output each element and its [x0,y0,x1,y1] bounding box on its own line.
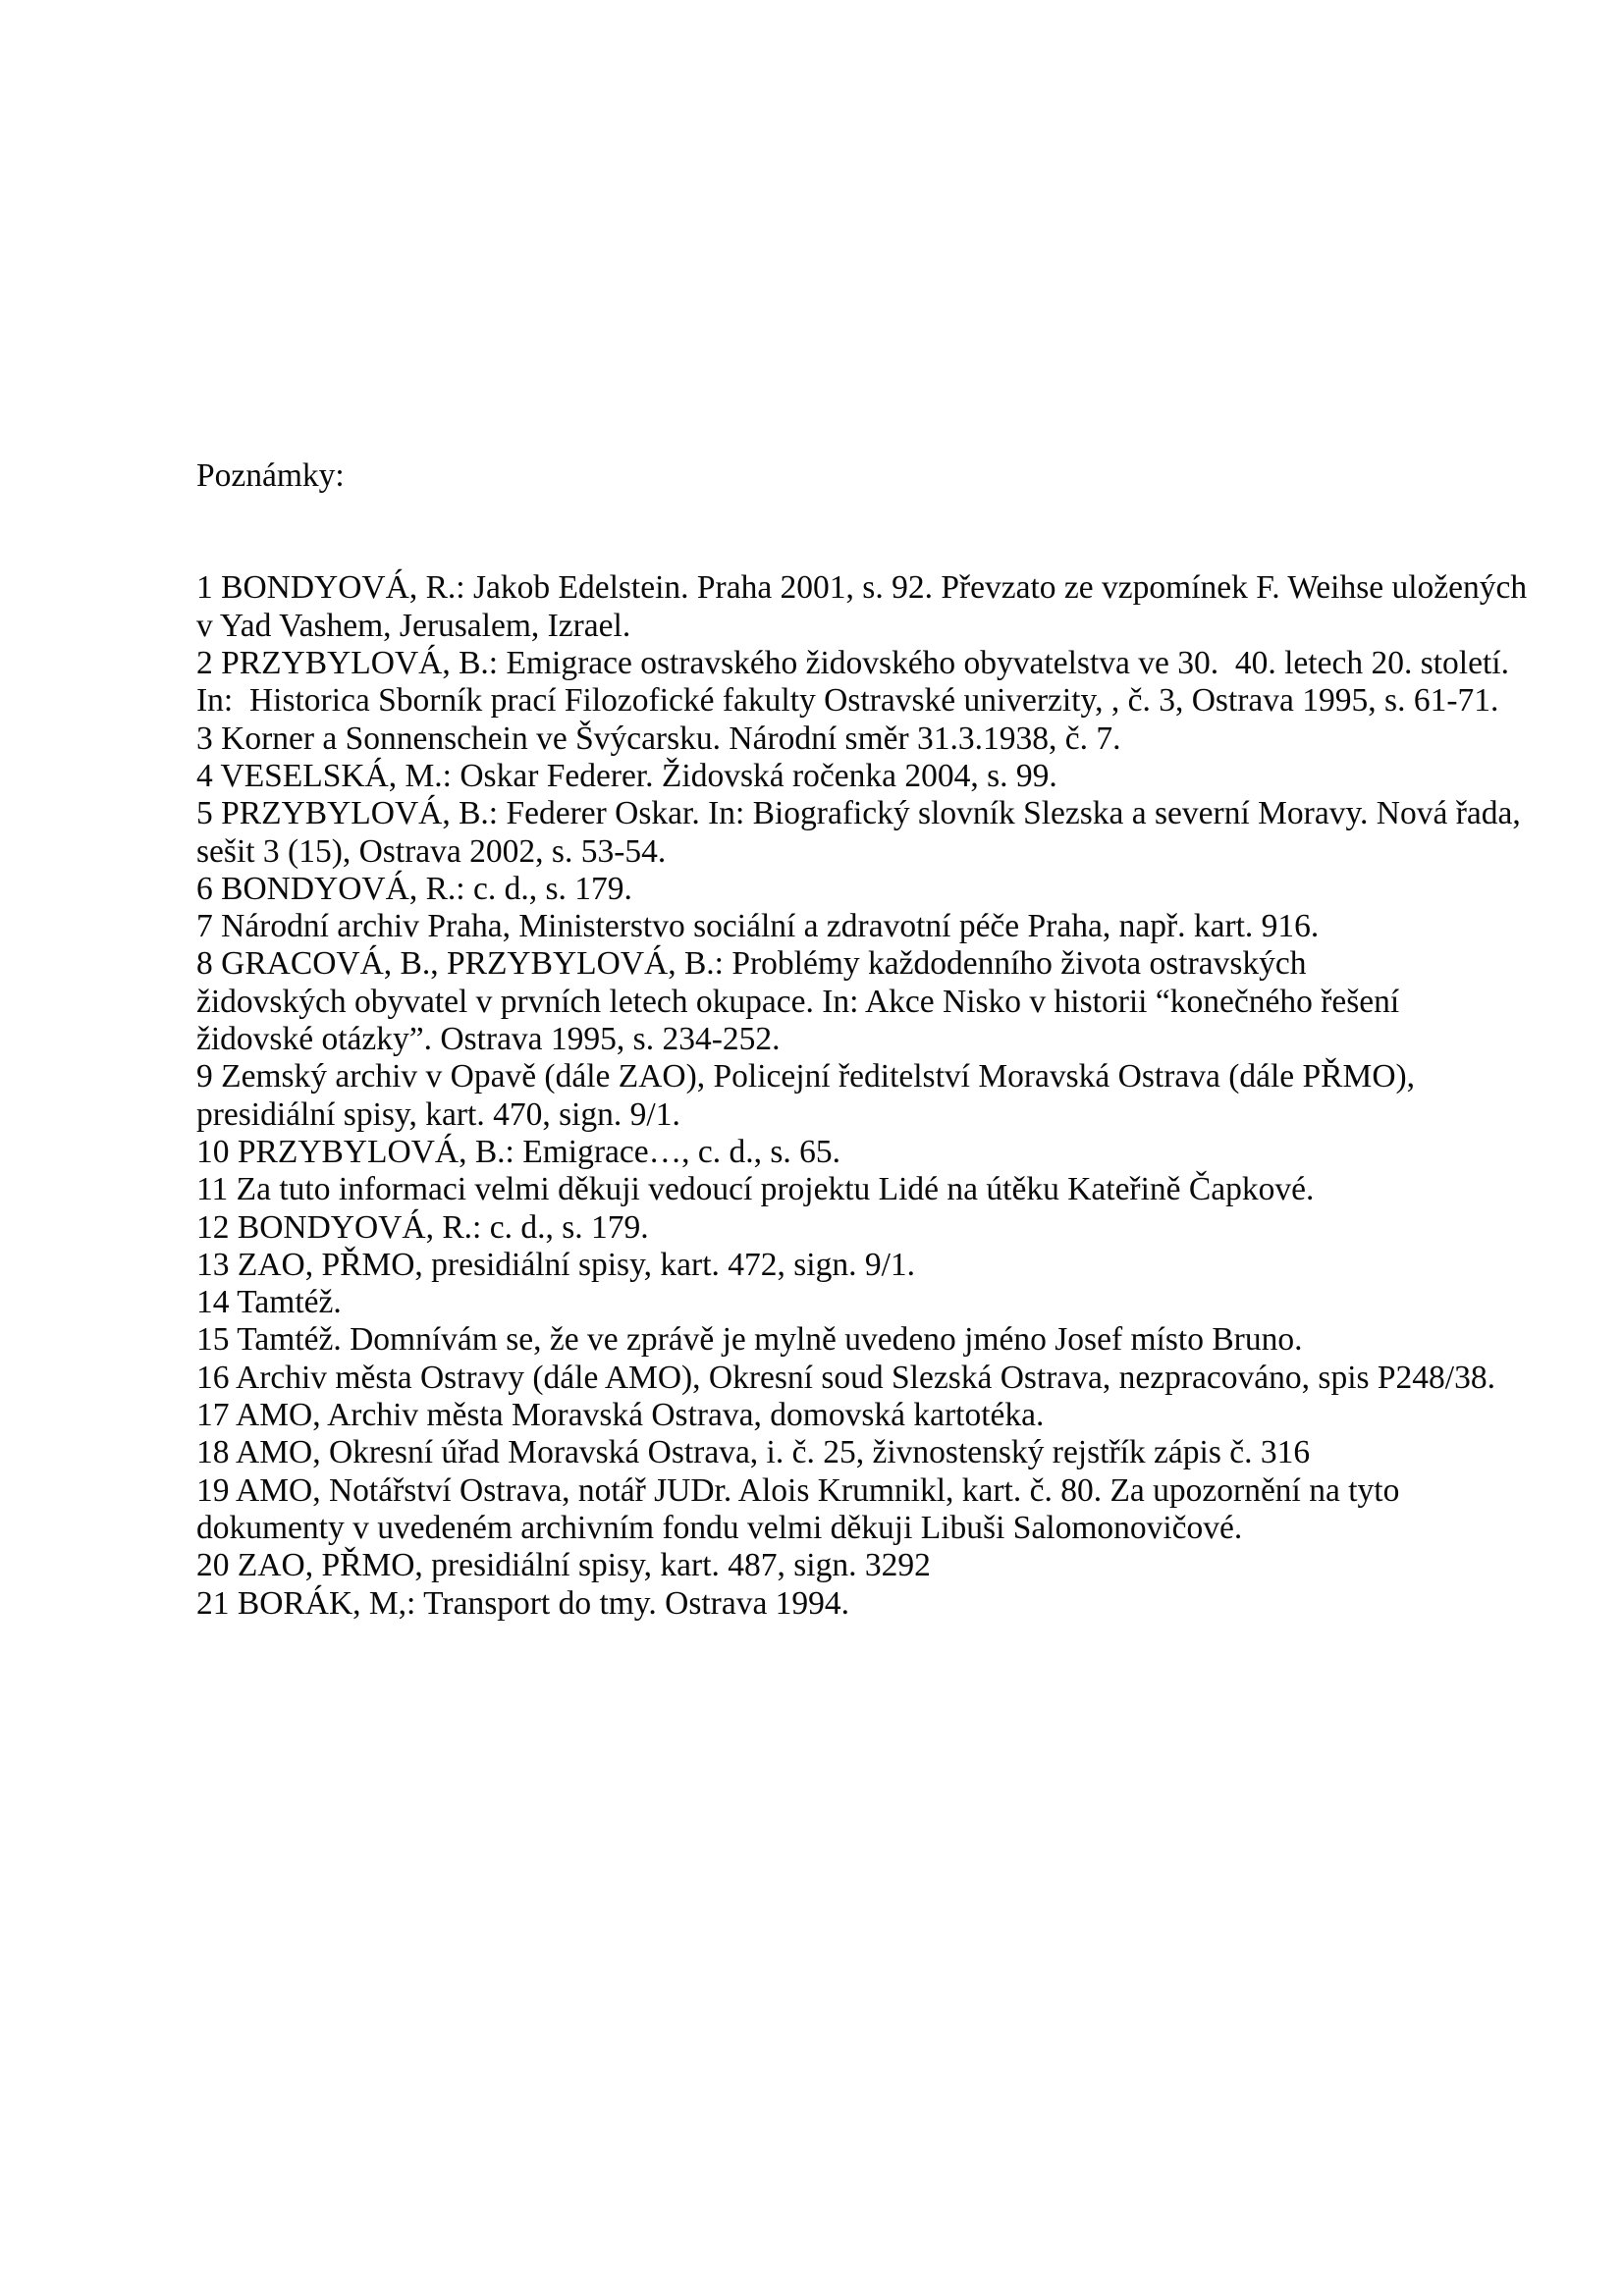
notes-heading: Poznámky: [196,456,345,494]
footnotes-list [196,569,1571,1622]
footnote-line: presidiální spisy, kart. 470, sign. 9/1. [196,1095,680,1133]
footnote-line: sešit 3 (15), Ostrava 2002, s. 53-54. [196,832,667,870]
footnote-line: 13 ZAO, PŘMO, presidiální spisy, kart. 472, sign. 9/1. [196,1246,916,1283]
footnote-line: 20 ZAO, PŘMO, presidiální spisy, kart. 487, sign. 3292 [196,1547,931,1584]
footnote-line: 5 PRZYBYLOVÁ, B.: Federer Oskar. In: Biografický slovník Slezska a severní Moravy. Nová řada, [196,795,1521,832]
footnote-line: 19 AMO, Notářství Ostrava, notář JUDr. Alois Krumnikl, kart. č. 80. Za upozornění na tyto [196,1471,1400,1509]
footnote-line: židovské otázky”. Ostrava 1995, s. 234-252. [196,1021,781,1058]
footnote-line: 21 BORÁK, M,: Transport do tmy. Ostrava 1994. [196,1584,850,1622]
footnote-line: 2 PRZYBYLOVÁ, B.: Emigrace ostravského židovského obyvatelstva ve 30. 40. letech 20. století. [196,645,1509,682]
footnote-line: 7 Národní archiv Praha, Ministerstvo sociální a zdravotní péče Praha, např. kart. 916. [196,908,1320,945]
notes-block [196,382,1571,1697]
footnote-line: 16 Archiv města Ostravy (dále AMO), Okresní soud Slezská Ostrava, nezpracováno, spis P248/38. [196,1359,1495,1396]
footnote-line: židovských obyvatel v prvních letech okupace. In: Akce Nisko v historii “konečného řešení [196,983,1400,1020]
footnote-line: 11 Za tuto informaci velmi děkuji vedoucí projektu Lidé na útěku Kateřině Čapkové. [196,1171,1315,1208]
footnote-line: dokumenty v uvedeném archivním fondu velmi děkuji Libuši Salomonovičové. [196,1509,1243,1546]
footnote-line: 8 GRACOVÁ, B., PRZYBYLOVÁ, B.: Problémy každodenního života ostravských [196,945,1307,983]
footnote-line: v Yad Vashem, Jerusalem, Izrael. [196,607,631,644]
footnote-line: 1 BONDYOVÁ, R.: Jakob Edelstein. Praha 2001, s. 92. Převzato ze vzpomínek F. Weihse uložených [196,569,1528,607]
footnote-line: 14 Tamtéž. [196,1284,342,1321]
footnote-line: 12 BONDYOVÁ, R.: c. d., s. 179. [196,1208,649,1246]
footnote-line: 3 Korner a Sonnenschein ve Švýcarsku. Národní směr 31.3.1938, č. 7. [196,720,1121,757]
footnote-line: 4 VESELSKÁ, M.: Oskar Federer. Židovská ročenka 2004, s. 99. [196,757,1057,794]
footnote-line: 15 Tamtéž. Domnívám se, že ve zprávě je mylně uvedeno jméno Josef místo Bruno. [196,1321,1303,1359]
footnote-line: 18 AMO, Okresní úřad Moravská Ostrava, i. č. 25, živnostenský rejstřík zápis č. 316 [196,1434,1311,1471]
footnote-line: 6 BONDYOVÁ, R.: c. d., s. 179. [196,870,632,907]
footnote-line: In: Historica Sborník prací Filozofické fakulty Ostravské univerzity, , č. 3, Ostrava 1995, s. 61-71. [196,682,1499,720]
footnote-line: 10 PRZYBYLOVÁ, B.: Emigrace…, c. d., s. 65. [196,1133,840,1170]
footnote-line: 17 AMO, Archiv města Moravská Ostrava, domovská kartotéka. [196,1397,1045,1434]
footnote-line: 9 Zemský archiv v Opavě (dále ZAO), Policejní ředitelství Moravská Ostrava (dále PŘMO), [196,1058,1416,1095]
